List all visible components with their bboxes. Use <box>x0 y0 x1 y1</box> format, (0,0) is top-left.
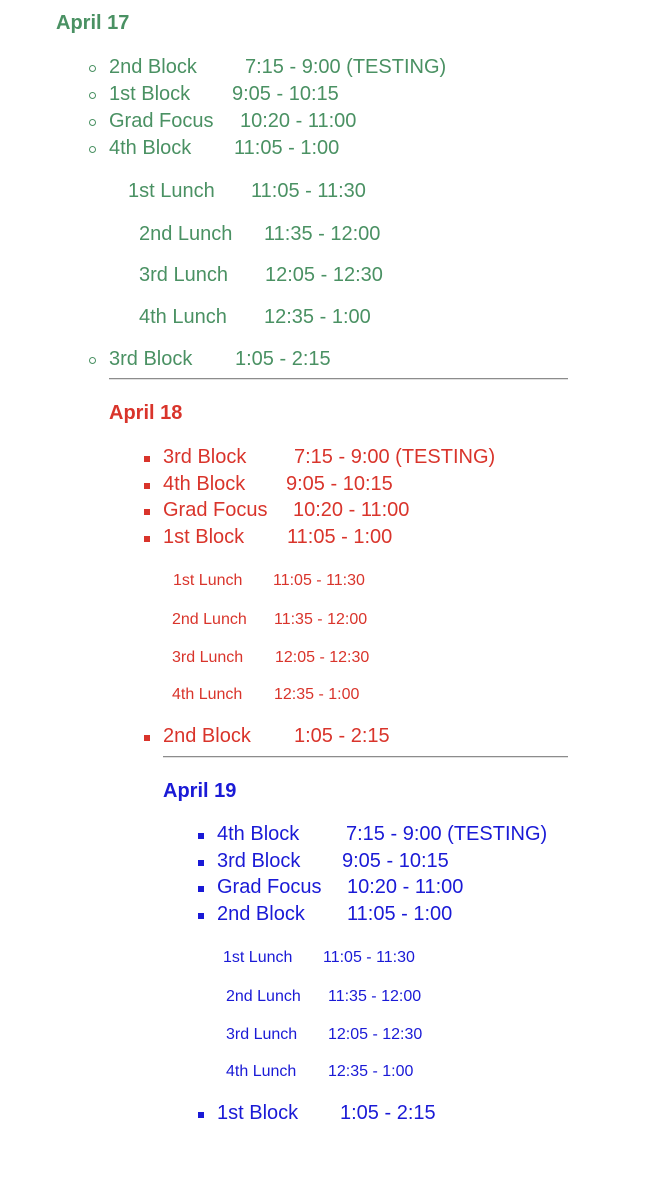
square-bullet-icon <box>144 456 150 462</box>
day-heading: April 19 <box>163 780 237 802</box>
block-name: 2nd Block <box>217 903 305 925</box>
circle-bullet-icon <box>89 146 96 153</box>
lunch-name: 2nd Lunch <box>226 988 301 1005</box>
block-time: 7:15 - 9:00 (TESTING) <box>245 56 447 78</box>
block-name: 3rd Block <box>109 348 193 370</box>
block-name: 1st Block <box>163 526 245 548</box>
lunch-name: 4th Lunch <box>139 306 227 328</box>
lunch-name: 2nd Lunch <box>172 611 247 628</box>
lunch-time: 12:35 - 1:00 <box>264 306 371 328</box>
lunch-name: 1st Lunch <box>223 949 293 966</box>
lunch-time: 11:05 - 11:30 <box>251 180 366 202</box>
lunch-time: 11:05 - 11:30 <box>273 572 365 589</box>
block-time: 9:05 - 10:15 <box>232 83 339 105</box>
block-time: 11:05 - 1:00 <box>347 903 453 925</box>
lunch-time: 11:35 - 12:00 <box>264 223 381 245</box>
lunch-name: 1st Lunch <box>173 572 243 589</box>
square-bullet-icon <box>198 913 204 919</box>
block-name: 3rd Block <box>217 850 301 872</box>
lunch-time: 12:05 - 12:30 <box>265 264 383 286</box>
block-time: 9:05 - 10:15 <box>286 473 393 495</box>
block-time: 11:05 - 1:00 <box>234 137 340 159</box>
lunch-time: 11:35 - 12:00 <box>274 611 368 628</box>
divider <box>163 756 568 758</box>
block-time: 9:05 - 10:15 <box>342 850 449 872</box>
circle-bullet-icon <box>89 119 96 126</box>
block-name: 2nd Block <box>109 56 197 78</box>
block-name: 2nd Block <box>163 725 251 747</box>
lunch-time: 12:35 - 1:00 <box>328 1063 414 1080</box>
lunch-time: 12:05 - 12:30 <box>275 649 370 666</box>
block-time: 7:15 - 9:00 (TESTING) <box>294 446 496 468</box>
block-name: 1st Block <box>217 1102 299 1124</box>
day-heading: April 17 <box>56 12 130 34</box>
block-name: Grad Focus <box>109 110 214 132</box>
square-bullet-icon <box>198 833 204 839</box>
lunch-time: 12:35 - 1:00 <box>274 686 360 703</box>
divider <box>109 378 568 380</box>
square-bullet-icon <box>144 509 150 515</box>
block-name: 3rd Block <box>163 446 247 468</box>
lunch-time: 11:35 - 12:00 <box>328 988 422 1005</box>
square-bullet-icon <box>144 735 150 741</box>
square-bullet-icon <box>198 1112 204 1118</box>
lunch-time: 12:05 - 12:30 <box>328 1026 423 1043</box>
circle-bullet-icon <box>89 92 96 99</box>
square-bullet-icon <box>144 536 150 542</box>
lunch-name: 3rd Lunch <box>139 264 228 286</box>
block-name: 4th Block <box>109 137 192 159</box>
block-time: 1:05 - 2:15 <box>340 1102 436 1124</box>
lunch-name: 3rd Lunch <box>226 1026 298 1043</box>
block-time: 11:05 - 1:00 <box>287 526 393 548</box>
lunch-name: 4th Lunch <box>226 1063 297 1080</box>
lunch-name: 4th Lunch <box>172 686 243 703</box>
block-name: 1st Block <box>109 83 191 105</box>
block-name: 4th Block <box>163 473 246 495</box>
block-time: 10:20 - 11:00 <box>240 110 357 132</box>
square-bullet-icon <box>198 860 204 866</box>
block-time: 10:20 - 11:00 <box>293 499 410 521</box>
block-name: Grad Focus <box>163 499 268 521</box>
block-time: 7:15 - 9:00 (TESTING) <box>346 823 548 845</box>
block-time: 1:05 - 2:15 <box>294 725 390 747</box>
block-name: 4th Block <box>217 823 300 845</box>
day-heading: April 18 <box>109 402 183 424</box>
lunch-time: 11:05 - 11:30 <box>323 949 415 966</box>
circle-bullet-icon <box>89 357 96 364</box>
circle-bullet-icon <box>89 65 96 72</box>
lunch-name: 3rd Lunch <box>172 649 244 666</box>
block-time: 1:05 - 2:15 <box>235 348 331 370</box>
block-name: Grad Focus <box>217 876 322 898</box>
block-time: 10:20 - 11:00 <box>347 876 464 898</box>
lunch-name: 2nd Lunch <box>139 223 233 245</box>
square-bullet-icon <box>144 483 150 489</box>
lunch-name: 1st Lunch <box>128 180 215 202</box>
square-bullet-icon <box>198 886 204 892</box>
